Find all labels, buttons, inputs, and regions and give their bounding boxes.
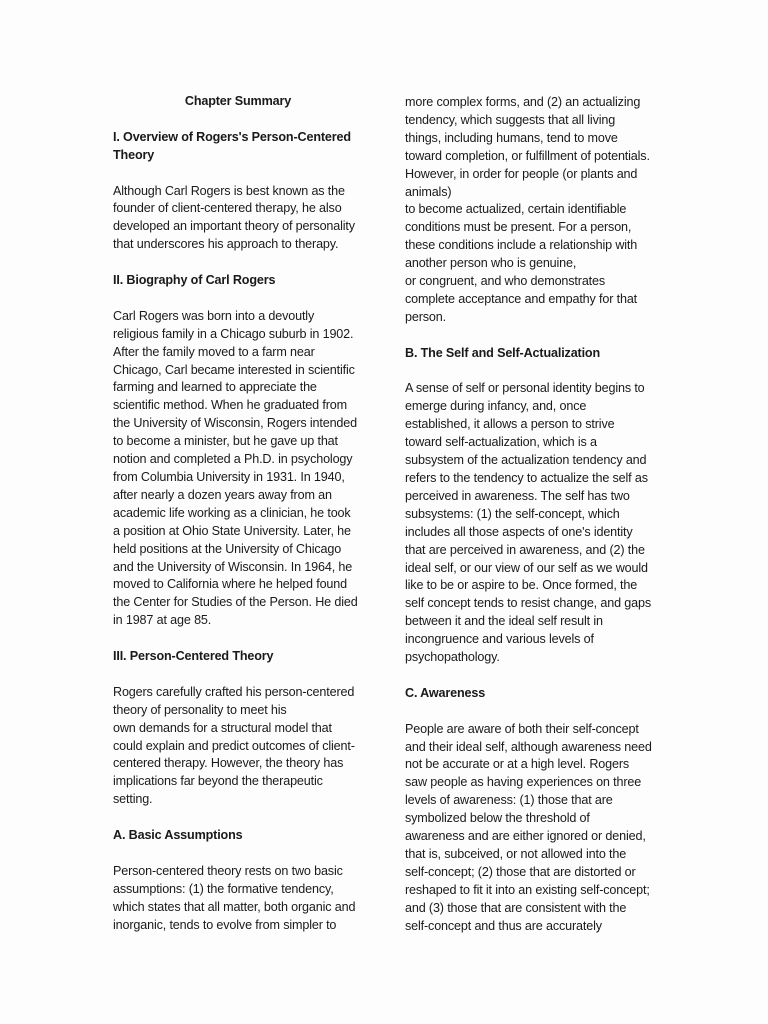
text-line: developed an important theory of personality	[113, 219, 355, 234]
text-line: that are perceived in awareness, and (2) the	[405, 542, 645, 557]
text-line: subsystems: (1) the self-concept, which	[405, 506, 620, 521]
text-line: self-concept and thus are accurately	[405, 918, 602, 933]
text-line: emerge during infancy, and, once	[405, 399, 587, 414]
paragraph	[113, 684, 363, 809]
text-line: own demands for a structural model that	[113, 720, 332, 735]
text-line: theory of personality to meet his	[113, 702, 287, 717]
text-line: which states that all matter, both organic and	[113, 899, 356, 914]
text-line: self concept tends to resist change, and gaps	[405, 596, 651, 611]
paragraph	[113, 308, 363, 630]
section-heading	[113, 827, 363, 845]
heading-line: C. Awareness	[405, 685, 486, 700]
left-column-body	[113, 129, 363, 935]
text-line: established, it allows a person to strive	[405, 417, 615, 432]
heading-line: I. Overview of Rogers's Person-Centered	[113, 129, 351, 144]
section-heading	[405, 345, 655, 363]
text-line: tendency, which suggests that all living	[405, 112, 616, 127]
text-line: toward self-actualization, which is a	[405, 435, 597, 450]
text-line: Carl Rogers was born into a devoutly	[113, 308, 315, 323]
paragraph	[405, 721, 655, 936]
text-line: assumptions: (1) the formative tendency,	[113, 881, 334, 896]
heading-line: II. Biography of Carl Rogers	[113, 273, 276, 288]
text-line: or congruent, and who demonstrates	[405, 274, 606, 289]
text-line: A sense of self or personal identity begins to	[405, 381, 645, 396]
text-line: not be accurate or at a high level. Rogers	[405, 757, 630, 772]
text-line: after nearly a dozen years away from an	[113, 487, 332, 502]
text-line: held positions at the University of Chicago	[113, 541, 342, 556]
text-line: that is, subceived, or not allowed into the	[405, 847, 627, 861]
text-line: more complex forms, and (2) an actualizing	[405, 95, 641, 109]
paragraph	[113, 183, 363, 255]
text-line: saw people as having experiences on three	[405, 775, 642, 790]
text-line: that underscores his approach to therapy.	[113, 237, 339, 252]
left-column	[113, 93, 363, 934]
text-line: perceived in awareness. The self has two	[405, 488, 630, 503]
text-line: However, in order for people (or plants and	[405, 166, 638, 181]
paragraph	[405, 380, 655, 667]
text-line: symbolized below the threshold of	[405, 811, 590, 826]
heading-line: A. Basic Assumptions	[113, 828, 243, 843]
text-line: scientific method. When he graduated from	[113, 398, 347, 413]
paragraph	[113, 863, 363, 935]
text-line: farming and learned to appreciate the	[113, 380, 317, 395]
text-line: psychopathology.	[405, 650, 500, 665]
text-line: awareness and are either ignored or denied,	[405, 829, 646, 844]
text-line: self-concept; (2) those that are distorted or	[405, 864, 636, 879]
right-column	[405, 94, 655, 936]
text-line: notion and completed a Ph.D. in psychology	[113, 452, 353, 467]
text-line: implications far beyond the therapeutic	[113, 774, 323, 789]
text-line: academic life working as a clinician, he took	[113, 505, 351, 520]
section-heading	[113, 129, 363, 165]
text-line: refers to the tendency to actualize the self as	[405, 471, 648, 485]
text-line: these conditions include a relationship with	[405, 238, 638, 253]
text-line: and (3) those that are consistent with the	[405, 900, 627, 915]
text-line: subsystem of the actualization tendency and	[405, 453, 647, 468]
text-line: After the family moved to a farm near	[113, 344, 315, 359]
section-heading	[405, 685, 655, 703]
text-line: a position at Ohio State University. Later, he	[113, 523, 351, 538]
text-line: Person-centered theory rests on two basic	[113, 863, 343, 878]
paragraph	[405, 94, 655, 327]
text-line: and their ideal self, although awareness need	[405, 739, 652, 754]
text-line: person.	[405, 309, 446, 324]
text-line: the Center for Studies of the Person. He died	[113, 595, 358, 610]
text-line: moved to California where he helped found	[113, 577, 347, 592]
text-line: levels of awareness: (1) those that are	[405, 793, 613, 808]
text-line: reshaped to fit it into an existing self-concept;	[405, 882, 650, 897]
heading-line: III. Person-Centered Theory	[113, 649, 274, 664]
text-line: centered therapy. However, the theory has	[113, 756, 344, 771]
text-line: another person who is genuine,	[405, 256, 577, 271]
text-line: setting.	[113, 792, 153, 807]
text-line: Chicago, Carl became interested in scientific	[113, 362, 355, 377]
text-line: to become a minister, but he gave up that	[113, 434, 338, 449]
heading-line: B. The Self and Self-Actualization	[405, 345, 601, 360]
text-line: like to be or aspire to be. Once formed, the	[405, 578, 638, 593]
right-column-body	[405, 94, 655, 936]
text-line: to become actualized, certain identifiable	[405, 202, 627, 217]
text-line: could explain and predict outcomes of client-	[113, 738, 355, 753]
text-line: founder of client-centered therapy, he also	[113, 201, 342, 216]
text-line: Although Carl Rogers is best known as the	[113, 183, 345, 198]
text-line: inorganic, tends to evolve from simpler to	[113, 917, 337, 932]
text-line: between it and the ideal self result in	[405, 614, 603, 629]
section-heading	[113, 272, 363, 290]
heading-line: Theory	[113, 147, 155, 162]
text-line: ideal self, or our view of our self as we would	[405, 560, 648, 575]
page-title: Chapter Summary	[184, 94, 292, 108]
text-line: incongruence and various levels of	[405, 632, 594, 647]
text-line: includes all those aspects of one's identity	[405, 524, 633, 539]
text-line: religious family in a Chicago suburb in 1902.	[113, 326, 354, 341]
text-line: conditions must be present. For a person,	[405, 220, 632, 235]
text-line: People are aware of both their self-concept	[405, 721, 639, 736]
text-line: from Columbia University in 1931. In 1940,	[113, 469, 345, 484]
section-heading	[113, 648, 363, 666]
text-line: complete acceptance and empathy for that	[405, 291, 638, 306]
text-line: toward completion, or fulfillment of potentials.	[405, 148, 650, 163]
text-line: and the University of Wisconsin. In 1964, he	[113, 559, 353, 574]
text-line: animals)	[405, 184, 452, 199]
text-line: things, including humans, tend to move	[405, 130, 618, 145]
text-line: the University of Wisconsin, Rogers intended	[113, 416, 357, 431]
text-line: in 1987 at age 85.	[113, 613, 212, 628]
text-line: Rogers carefully crafted his person-centered	[113, 684, 355, 699]
